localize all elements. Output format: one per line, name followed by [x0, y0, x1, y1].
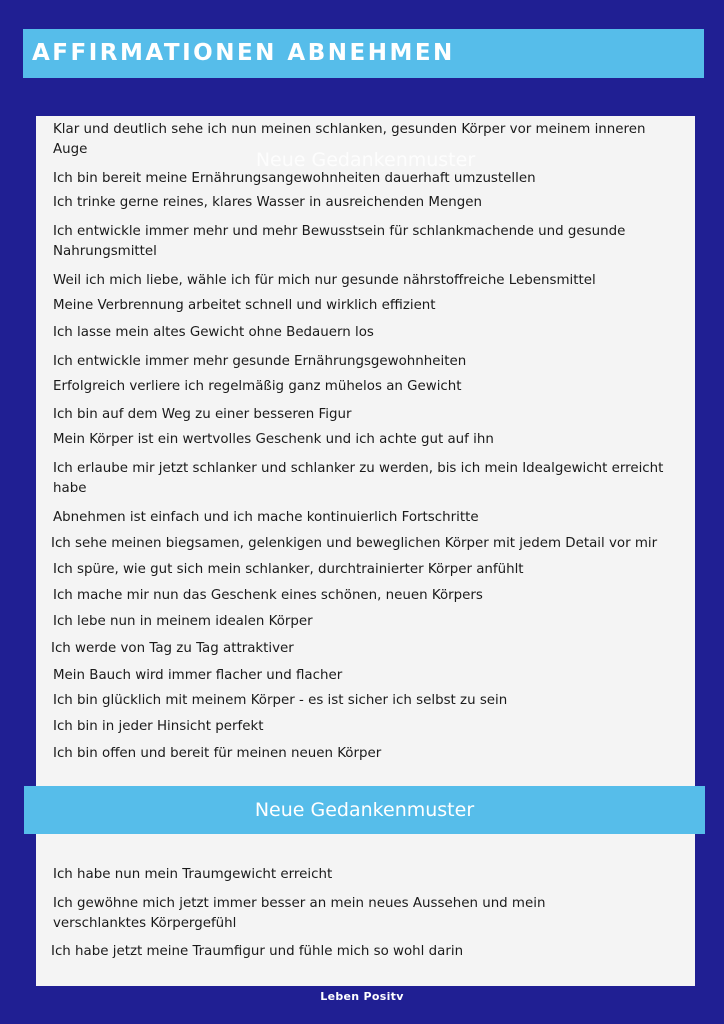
- title-banner: [23, 29, 704, 78]
- affirmation-item: Ich entwickle immer mehr und mehr Bewusstsein für schlankmachende und gesunde Nahrungsmittel: [53, 224, 626, 259]
- ghost-heading: Neue Gedankenmuster: [255, 149, 476, 171]
- affirmation-item: Klar und deutlich sehe ich nun meinen schlanken, gesunden Körper vor meinem inneren Auge: [53, 122, 646, 157]
- new-thought-patterns-card: [36, 834, 695, 986]
- thought-pattern-item: Ich habe jetzt meine Traumfigur und fühle mich so wohl darin: [51, 944, 464, 959]
- affirmation-item: Ich trinke gerne reines, klares Wasser in ausreichenden Mengen: [53, 195, 482, 210]
- affirmation-item: Ich bin offen und bereit für meinen neuen Körper: [53, 746, 382, 761]
- affirmation-item: Mein Bauch wird immer flacher und flacher: [53, 668, 343, 683]
- affirmation-item: Ich lebe nun in meinem idealen Körper: [53, 614, 313, 629]
- section-heading: Neue Gedankenmuster: [254, 799, 475, 821]
- page-title: AFFIRMATIONEN ABNEHMEN: [32, 40, 455, 66]
- affirmation-item: Meine Verbrennung arbeitet schnell und wirklich effizient: [53, 298, 436, 313]
- affirmation-item: Mein Körper ist ein wertvolles Geschenk und ich achte gut auf ihn: [53, 432, 494, 447]
- affirmation-item: Abnehmen ist einfach und ich mache kontinuierlich Fortschritte: [53, 510, 479, 525]
- thought-pattern-item: Ich habe nun mein Traumgewicht erreicht: [53, 867, 333, 882]
- footer-brand: Leben Positv: [320, 990, 404, 1003]
- affirmation-item: Ich erlaube mir jetzt schlanker und schlanker zu werden, bis ich mein Idealgewicht erreicht habe: [53, 461, 664, 496]
- affirmation-item: Ich spüre, wie gut sich mein schlanker, durchtrainierter Körper anfühlt: [53, 562, 524, 577]
- affirmation-item: Ich sehe meinen biegsamen, gelenkigen und beweglichen Körper mit jedem Detail vor mir: [51, 536, 658, 551]
- affirmation-item: Ich werde von Tag zu Tag attraktiver: [51, 641, 294, 656]
- thought-pattern-item: Ich gewöhne mich jetzt immer besser an mein neues Aussehen und mein verschlanktes Körpergefühl: [53, 896, 546, 931]
- affirmation-item: Ich bin glücklich mit meinem Körper - es ist sicher ich selbst zu sein: [53, 693, 508, 708]
- affirmation-item: Ich bin in jeder Hinsicht perfekt: [53, 719, 264, 734]
- affirmations-card: [36, 116, 695, 786]
- affirmation-item: Weil ich mich liebe, wähle ich für mich nur gesunde nährstoffreiche Lebensmittel: [53, 273, 596, 288]
- affirmation-item: Ich bin bereit meine Ernährungsangewohnheiten dauerhaft umzustellen: [53, 171, 536, 186]
- affirmation-item: Ich bin auf dem Weg zu einer besseren Figur: [53, 407, 352, 422]
- affirmation-item: Ich entwickle immer mehr gesunde Ernährungsgewohnheiten: [53, 354, 467, 369]
- affirmation-item: Ich mache mir nun das Geschenk eines schönen, neuen Körpers: [53, 588, 483, 603]
- affirmation-item: Ich lasse mein altes Gewicht ohne Bedauern los: [53, 325, 374, 340]
- affirmation-item: Erfolgreich verliere ich regelmäßig ganz mühelos an Gewicht: [53, 379, 462, 394]
- section-banner: [24, 786, 705, 834]
